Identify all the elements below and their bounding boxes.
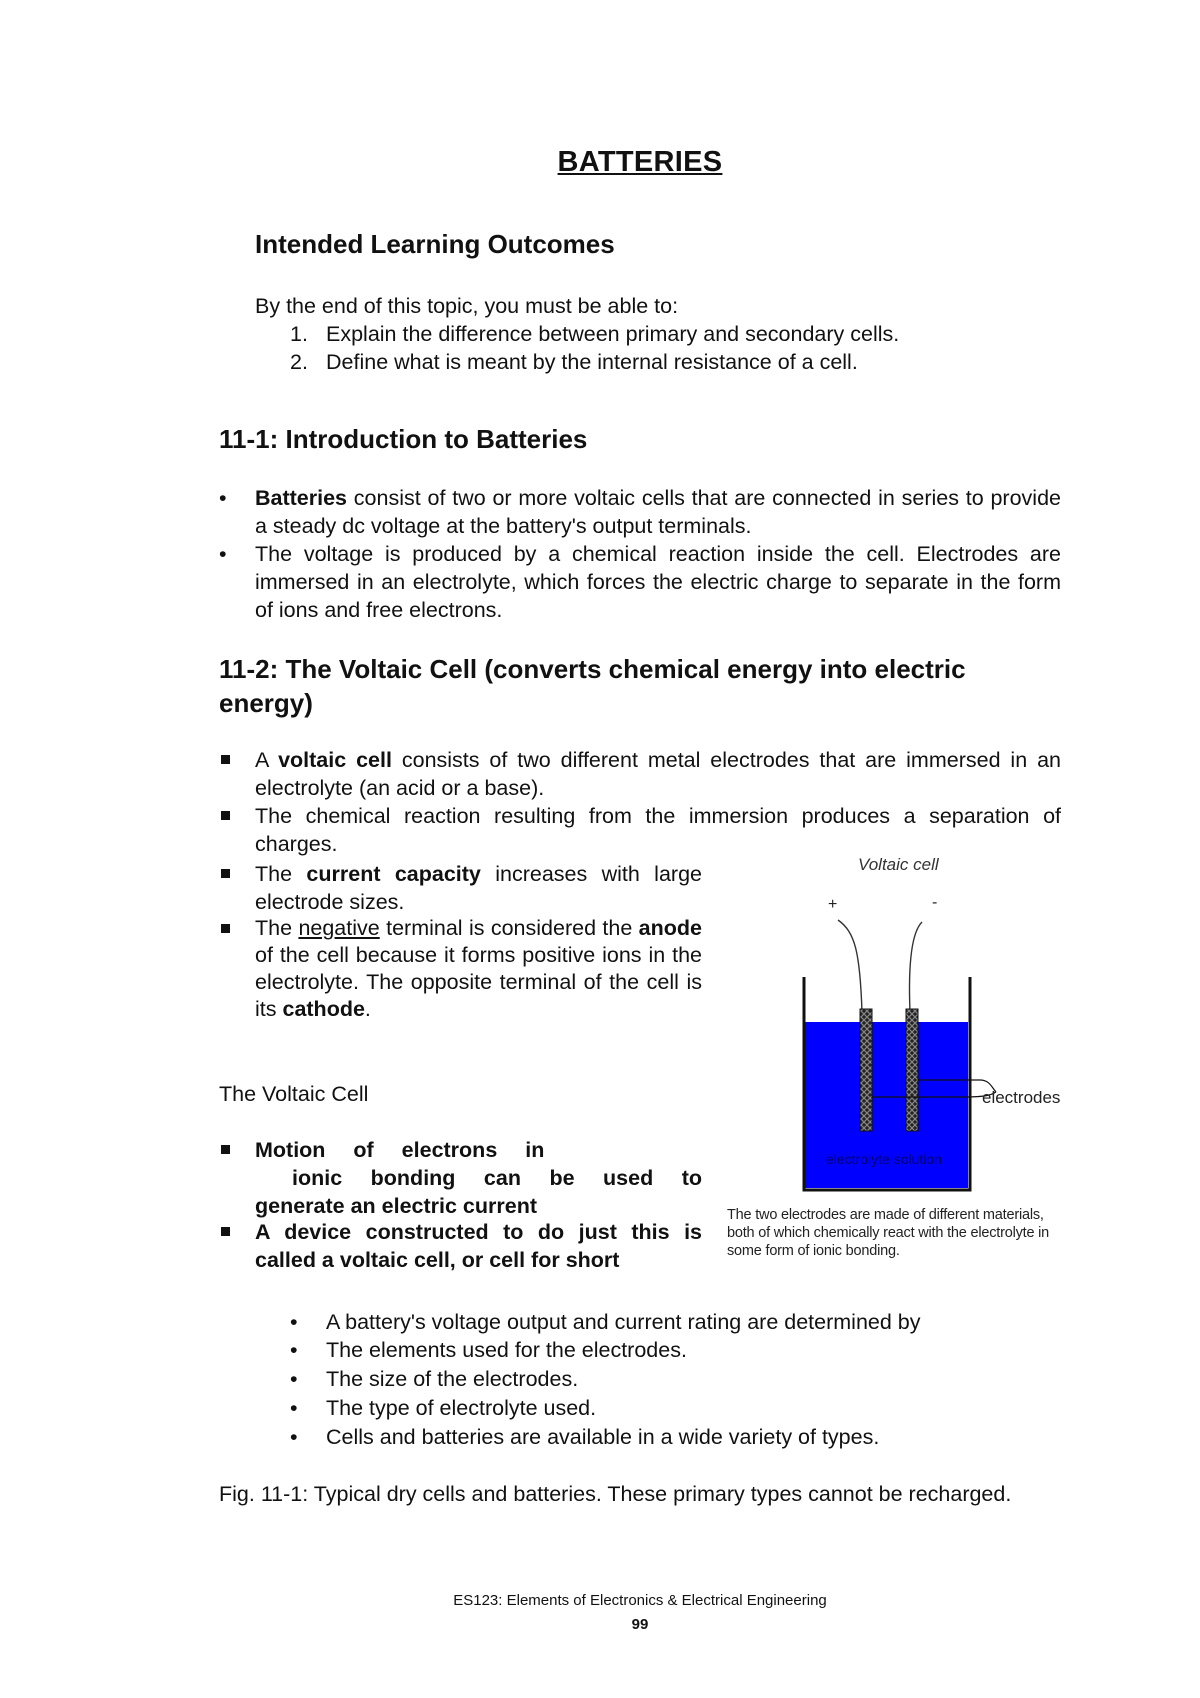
ilo-item-number: 2. [290,350,308,374]
list-item [290,1394,298,1422]
bullet-dot: • [290,1310,298,1334]
section-heading: 11-2: The Voltaic Cell (converts chemical energy into electric energy) [219,654,966,718]
fig-caption-text: Fig. 11-1: Typical dry cells and batteries. These primary types cannot be recharged. [219,1482,1012,1506]
bold-term: cathode [282,997,365,1021]
bullet-dot: • [219,542,227,566]
bold-term: anode [638,916,702,940]
square-bullet [221,924,230,933]
list-item [219,1218,702,1274]
bullet-text: A voltaic cell consists of two different metal electrodes that are immersed in an electrolyte (an acid or a base). [255,748,1061,800]
negative-wire [910,922,923,1012]
list-item-text: A battery's voltage output and current rating are determined by [326,1310,921,1334]
bullet-dot: • [219,486,227,510]
list-item [219,746,1061,802]
list-item-text: The type of electrolyte used. [326,1396,597,1420]
bullet-line: generate an electric current [255,1194,538,1218]
ilo-intro: By the end of this topic, you must be able to: [255,294,679,318]
list-item [290,1308,298,1336]
bold-term: voltaic cell [278,748,392,772]
list-item [290,1365,298,1393]
list-item [219,860,702,916]
list-item-text: Cells and batteries are available in a wide variety of types. [326,1425,880,1449]
footer-course: ES123: Elements of Electronics & Electrical Engineering [453,1592,827,1609]
list-item [290,1423,298,1451]
list-item [219,802,1061,858]
square-bullet [221,755,230,764]
solution-label: electrolyte solution [826,1151,942,1167]
bullet-text [255,484,1061,540]
ilo-item-number: 1. [290,322,308,346]
list-item [219,540,1061,624]
bullet-dot: • [290,1425,298,1449]
ilo-heading: Intended Learning Outcomes [255,229,615,259]
section-heading: 11-1: Introduction to Batteries [219,424,588,454]
figure-title: Voltaic cell [858,855,939,874]
list-item-text: The size of the electrodes. [326,1367,579,1391]
minus-label: - [932,894,938,911]
bold-term: Batteries [255,486,348,510]
square-bullet [221,811,230,820]
square-bullet [221,869,230,878]
electrode [860,1009,872,1131]
bullet-dot: • [290,1396,298,1420]
bullet-text: The negative terminal is considered the anode of the cell because it forms positive ions in the electrolyte. The opposite terminal of the cell is its cathode. [255,916,702,1021]
list-item-text: The elements used for the electrodes. [326,1338,687,1362]
figure-caption: The two electrodes are made of different materials, both of which chemically react with the electrolyte in some form of ionic bonding. [727,1207,1050,1259]
ilo-item [290,320,308,348]
ilo-item-text: Define what is meant by the internal resistance of a cell. [326,350,858,374]
page-number: 99 [631,1616,649,1633]
ilo-item-text: Explain the difference between primary and secondary cells. [326,322,900,346]
list-item [219,484,1061,540]
text: consist of two or more voltaic cells that are connected in series to provide a steady dc voltage at the battery's output terminals. [255,486,1061,538]
plus-label: + [828,896,838,913]
list-item [219,1136,702,1220]
voltaic-cell-figure [720,852,1070,1272]
electrode [906,1009,918,1131]
bullet-dot: • [290,1367,298,1391]
list-item [219,915,702,1023]
page-title: BATTERIES [557,146,723,178]
bullet-dot: • [290,1338,298,1362]
bold-term: current capacity [306,862,481,886]
bullet-text: The voltage is produced by a chemical reaction inside the cell. Electrodes are immersed in an electrolyte, which forces the electric charge to separate in the form of ions and free electrons. [255,542,1061,622]
subheading: The Voltaic Cell [219,1082,369,1106]
electrodes-label: electrodes [982,1088,1061,1107]
square-bullet [221,1145,230,1154]
ilo-item [290,348,308,376]
square-bullet [221,1227,230,1236]
bullet-text: The chemical reaction resulting from the immersion produces a separation of charges. [255,804,1061,856]
bullet-line: ionic bonding can be used to [292,1166,702,1190]
positive-wire [838,920,862,1012]
bullet-text: A device constructed to do just this is called a voltaic cell, or cell for short [255,1220,702,1272]
bullet-line: Motion of electrons in [255,1138,545,1162]
list-item [290,1336,298,1364]
bullet-text: The current capacity increases with large electrode sizes. [255,862,702,914]
underlined-term: negative [298,916,380,940]
